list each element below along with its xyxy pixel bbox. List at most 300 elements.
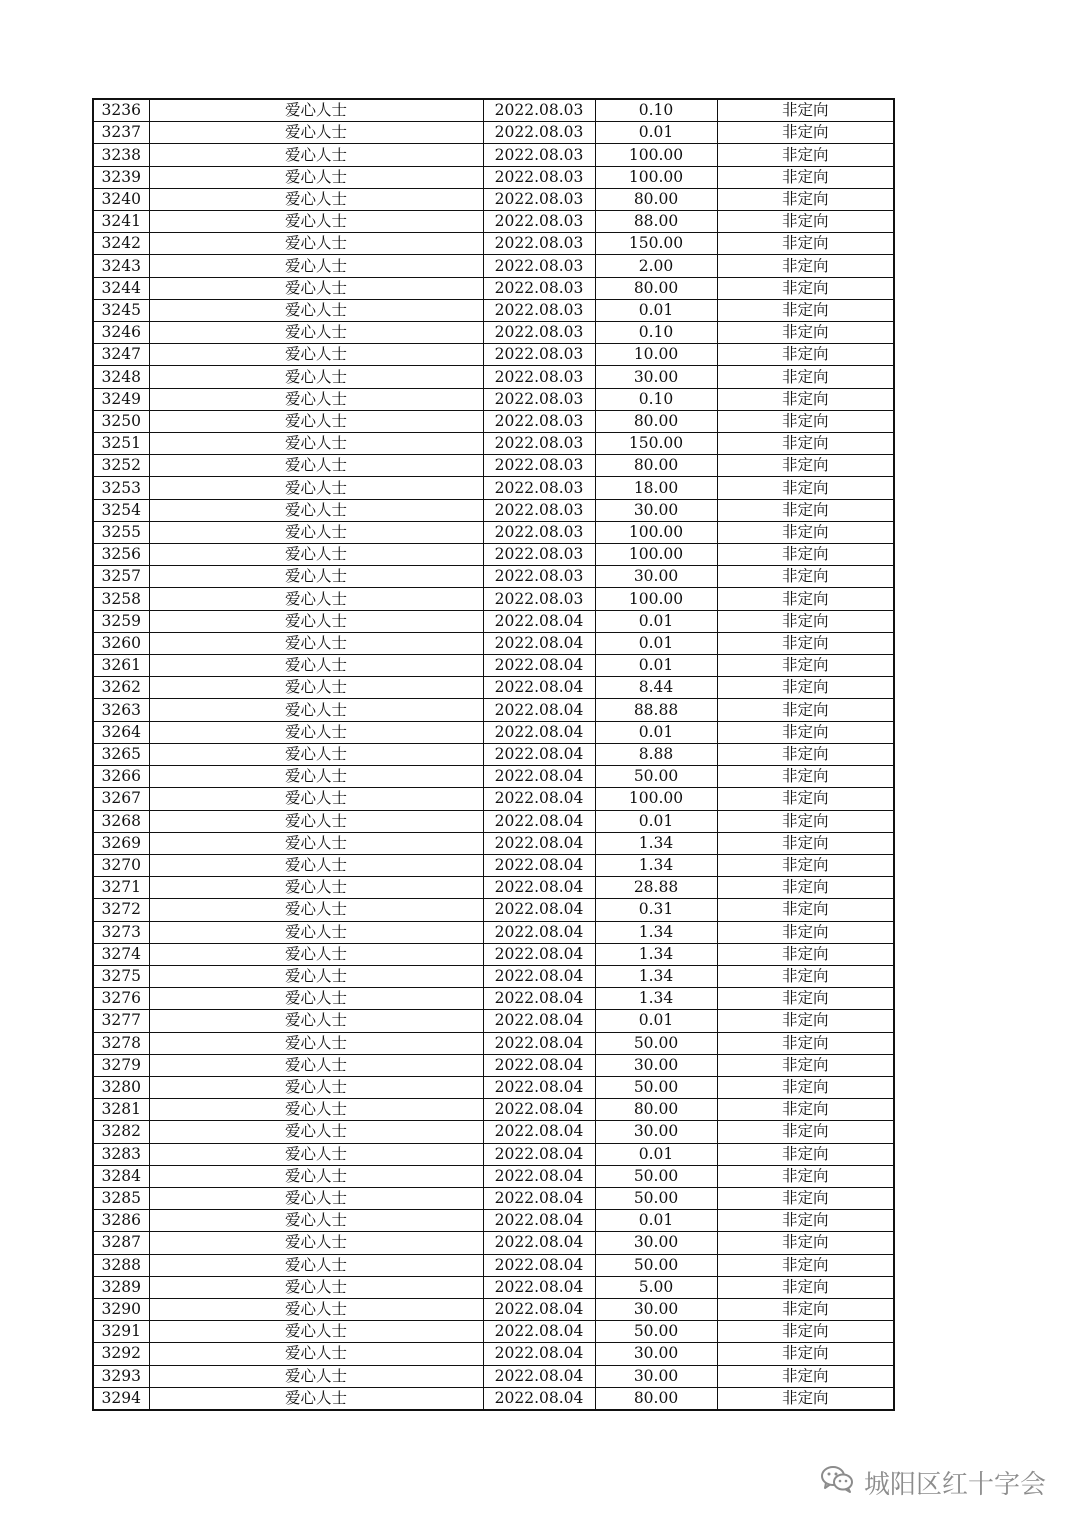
cell-type: 非定向 bbox=[717, 766, 894, 788]
cell-date: 2022.08.03 bbox=[483, 188, 595, 210]
cell-date: 2022.08.04 bbox=[483, 854, 595, 876]
cell-donor: 爱心人士 bbox=[149, 588, 483, 610]
table-row bbox=[93, 1254, 894, 1276]
cell-donor: 爱心人士 bbox=[149, 1165, 483, 1187]
cell-donor: 爱心人士 bbox=[149, 499, 483, 521]
cell-donor: 爱心人士 bbox=[149, 99, 483, 122]
cell-date: 2022.08.04 bbox=[483, 1232, 595, 1254]
cell-no: 3293 bbox=[93, 1365, 149, 1387]
cell-type: 非定向 bbox=[717, 943, 894, 965]
cell-type: 非定向 bbox=[717, 1276, 894, 1298]
cell-no: 3240 bbox=[93, 188, 149, 210]
cell-amount: 0.01 bbox=[595, 1010, 717, 1032]
cell-amount: 8.88 bbox=[595, 743, 717, 765]
cell-date: 2022.08.03 bbox=[483, 455, 595, 477]
cell-date: 2022.08.03 bbox=[483, 433, 595, 455]
cell-no: 3248 bbox=[93, 366, 149, 388]
table-row bbox=[93, 521, 894, 543]
table-row bbox=[93, 499, 894, 521]
table-row bbox=[93, 433, 894, 455]
cell-no: 3259 bbox=[93, 610, 149, 632]
cell-donor: 爱心人士 bbox=[149, 566, 483, 588]
cell-type: 非定向 bbox=[717, 299, 894, 321]
cell-amount: 0.10 bbox=[595, 388, 717, 410]
cell-type: 非定向 bbox=[717, 899, 894, 921]
cell-donor: 爱心人士 bbox=[149, 943, 483, 965]
cell-type: 非定向 bbox=[717, 1343, 894, 1365]
cell-amount: 30.00 bbox=[595, 1298, 717, 1320]
cell-type: 非定向 bbox=[717, 1165, 894, 1187]
cell-donor: 爱心人士 bbox=[149, 610, 483, 632]
cell-amount: 0.31 bbox=[595, 899, 717, 921]
cell-donor: 爱心人士 bbox=[149, 699, 483, 721]
cell-date: 2022.08.04 bbox=[483, 1010, 595, 1032]
cell-type: 非定向 bbox=[717, 1010, 894, 1032]
cell-amount: 0.01 bbox=[595, 1210, 717, 1232]
cell-no: 3279 bbox=[93, 1054, 149, 1076]
cell-no: 3263 bbox=[93, 699, 149, 721]
table-row bbox=[93, 1387, 894, 1410]
cell-no: 3286 bbox=[93, 1210, 149, 1232]
table-row bbox=[93, 655, 894, 677]
cell-donor: 爱心人士 bbox=[149, 1365, 483, 1387]
cell-amount: 0.01 bbox=[595, 1143, 717, 1165]
cell-no: 3268 bbox=[93, 810, 149, 832]
cell-type: 非定向 bbox=[717, 1099, 894, 1121]
cell-donor: 爱心人士 bbox=[149, 322, 483, 344]
table-row bbox=[93, 743, 894, 765]
cell-amount: 1.34 bbox=[595, 943, 717, 965]
table-row bbox=[93, 144, 894, 166]
table-row bbox=[93, 899, 894, 921]
table-row bbox=[93, 965, 894, 987]
table-row bbox=[93, 810, 894, 832]
cell-date: 2022.08.03 bbox=[483, 233, 595, 255]
cell-donor: 爱心人士 bbox=[149, 632, 483, 654]
cell-date: 2022.08.04 bbox=[483, 766, 595, 788]
cell-donor: 爱心人士 bbox=[149, 144, 483, 166]
cell-date: 2022.08.03 bbox=[483, 255, 595, 277]
table-row bbox=[93, 921, 894, 943]
cell-no: 3254 bbox=[93, 499, 149, 521]
cell-date: 2022.08.03 bbox=[483, 388, 595, 410]
cell-no: 3244 bbox=[93, 277, 149, 299]
table-row bbox=[93, 677, 894, 699]
cell-amount: 0.10 bbox=[595, 99, 717, 122]
cell-date: 2022.08.04 bbox=[483, 1276, 595, 1298]
cell-date: 2022.08.04 bbox=[483, 743, 595, 765]
cell-type: 非定向 bbox=[717, 1365, 894, 1387]
cell-type: 非定向 bbox=[717, 610, 894, 632]
table-row bbox=[93, 455, 894, 477]
cell-no: 3247 bbox=[93, 344, 149, 366]
table-row bbox=[93, 699, 894, 721]
cell-no: 3236 bbox=[93, 99, 149, 122]
cell-amount: 80.00 bbox=[595, 188, 717, 210]
table-row bbox=[93, 1298, 894, 1320]
cell-date: 2022.08.03 bbox=[483, 166, 595, 188]
cell-no: 3245 bbox=[93, 299, 149, 321]
cell-type: 非定向 bbox=[717, 1387, 894, 1410]
cell-amount: 80.00 bbox=[595, 455, 717, 477]
cell-amount: 1.34 bbox=[595, 965, 717, 987]
table-row bbox=[93, 1076, 894, 1098]
table-row bbox=[93, 588, 894, 610]
cell-date: 2022.08.03 bbox=[483, 322, 595, 344]
cell-donor: 爱心人士 bbox=[149, 211, 483, 233]
cell-amount: 100.00 bbox=[595, 166, 717, 188]
cell-no: 3285 bbox=[93, 1187, 149, 1209]
cell-donor: 爱心人士 bbox=[149, 255, 483, 277]
cell-type: 非定向 bbox=[717, 544, 894, 566]
cell-amount: 50.00 bbox=[595, 1032, 717, 1054]
cell-amount: 0.01 bbox=[595, 655, 717, 677]
cell-type: 非定向 bbox=[717, 255, 894, 277]
cell-amount: 0.01 bbox=[595, 122, 717, 144]
table-row bbox=[93, 299, 894, 321]
cell-donor: 爱心人士 bbox=[149, 655, 483, 677]
cell-date: 2022.08.03 bbox=[483, 211, 595, 233]
cell-type: 非定向 bbox=[717, 477, 894, 499]
cell-amount: 80.00 bbox=[595, 1387, 717, 1410]
table-row bbox=[93, 877, 894, 899]
cell-no: 3255 bbox=[93, 521, 149, 543]
cell-type: 非定向 bbox=[717, 588, 894, 610]
table-row bbox=[93, 255, 894, 277]
table-row bbox=[93, 1321, 894, 1343]
cell-type: 非定向 bbox=[717, 344, 894, 366]
cell-date: 2022.08.04 bbox=[483, 1099, 595, 1121]
table-row bbox=[93, 188, 894, 210]
cell-no: 3270 bbox=[93, 854, 149, 876]
cell-no: 3258 bbox=[93, 588, 149, 610]
cell-donor: 爱心人士 bbox=[149, 766, 483, 788]
cell-amount: 100.00 bbox=[595, 588, 717, 610]
cell-type: 非定向 bbox=[717, 144, 894, 166]
cell-donor: 爱心人士 bbox=[149, 188, 483, 210]
cell-date: 2022.08.03 bbox=[483, 410, 595, 432]
cell-no: 3267 bbox=[93, 788, 149, 810]
cell-no: 3277 bbox=[93, 1010, 149, 1032]
cell-amount: 30.00 bbox=[595, 499, 717, 521]
cell-type: 非定向 bbox=[717, 1298, 894, 1320]
cell-no: 3242 bbox=[93, 233, 149, 255]
table-row bbox=[93, 610, 894, 632]
table-row bbox=[93, 1099, 894, 1121]
cell-amount: 30.00 bbox=[595, 1343, 717, 1365]
table-row bbox=[93, 366, 894, 388]
cell-amount: 88.88 bbox=[595, 699, 717, 721]
table-row bbox=[93, 1010, 894, 1032]
cell-donor: 爱心人士 bbox=[149, 544, 483, 566]
cell-amount: 30.00 bbox=[595, 1365, 717, 1387]
cell-type: 非定向 bbox=[717, 99, 894, 122]
cell-donor: 爱心人士 bbox=[149, 1010, 483, 1032]
cell-type: 非定向 bbox=[717, 433, 894, 455]
cell-amount: 2.00 bbox=[595, 255, 717, 277]
cell-date: 2022.08.04 bbox=[483, 632, 595, 654]
cell-date: 2022.08.03 bbox=[483, 99, 595, 122]
cell-donor: 爱心人士 bbox=[149, 1232, 483, 1254]
cell-date: 2022.08.03 bbox=[483, 144, 595, 166]
cell-donor: 爱心人士 bbox=[149, 1054, 483, 1076]
cell-type: 非定向 bbox=[717, 721, 894, 743]
cell-amount: 28.88 bbox=[595, 877, 717, 899]
cell-date: 2022.08.04 bbox=[483, 1143, 595, 1165]
cell-no: 3239 bbox=[93, 166, 149, 188]
cell-no: 3272 bbox=[93, 899, 149, 921]
cell-no: 3278 bbox=[93, 1032, 149, 1054]
cell-amount: 50.00 bbox=[595, 766, 717, 788]
cell-date: 2022.08.03 bbox=[483, 499, 595, 521]
watermark bbox=[820, 1462, 1046, 1502]
cell-date: 2022.08.04 bbox=[483, 721, 595, 743]
cell-date: 2022.08.03 bbox=[483, 544, 595, 566]
cell-no: 3265 bbox=[93, 743, 149, 765]
cell-amount: 100.00 bbox=[595, 521, 717, 543]
table-row bbox=[93, 988, 894, 1010]
cell-date: 2022.08.03 bbox=[483, 299, 595, 321]
table-row bbox=[93, 566, 894, 588]
cell-donor: 爱心人士 bbox=[149, 477, 483, 499]
cell-no: 3238 bbox=[93, 144, 149, 166]
watermark-text: 城阳区红十字会 bbox=[863, 1469, 1046, 1500]
cell-no: 3275 bbox=[93, 965, 149, 987]
donation-table bbox=[92, 98, 895, 1411]
cell-amount: 50.00 bbox=[595, 1321, 717, 1343]
cell-donor: 爱心人士 bbox=[149, 388, 483, 410]
cell-donor: 爱心人士 bbox=[149, 1121, 483, 1143]
cell-amount: 88.00 bbox=[595, 211, 717, 233]
cell-amount: 1.34 bbox=[595, 921, 717, 943]
cell-type: 非定向 bbox=[717, 277, 894, 299]
cell-no: 3276 bbox=[93, 988, 149, 1010]
cell-type: 非定向 bbox=[717, 233, 894, 255]
table-row bbox=[93, 1232, 894, 1254]
table-row bbox=[93, 544, 894, 566]
cell-type: 非定向 bbox=[717, 122, 894, 144]
cell-type: 非定向 bbox=[717, 788, 894, 810]
cell-amount: 1.34 bbox=[595, 832, 717, 854]
cell-no: 3260 bbox=[93, 632, 149, 654]
table-row bbox=[93, 99, 894, 122]
cell-donor: 爱心人士 bbox=[149, 721, 483, 743]
cell-date: 2022.08.04 bbox=[483, 877, 595, 899]
cell-donor: 爱心人士 bbox=[149, 1187, 483, 1209]
cell-amount: 80.00 bbox=[595, 410, 717, 432]
cell-amount: 1.34 bbox=[595, 988, 717, 1010]
cell-amount: 8.44 bbox=[595, 677, 717, 699]
table-row bbox=[93, 410, 894, 432]
table-row bbox=[93, 322, 894, 344]
cell-type: 非定向 bbox=[717, 1254, 894, 1276]
cell-donor: 爱心人士 bbox=[149, 743, 483, 765]
cell-donor: 爱心人士 bbox=[149, 122, 483, 144]
cell-date: 2022.08.04 bbox=[483, 988, 595, 1010]
cell-no: 3246 bbox=[93, 322, 149, 344]
cell-type: 非定向 bbox=[717, 499, 894, 521]
table-row bbox=[93, 388, 894, 410]
cell-donor: 爱心人士 bbox=[149, 277, 483, 299]
cell-date: 2022.08.04 bbox=[483, 832, 595, 854]
cell-amount: 18.00 bbox=[595, 477, 717, 499]
cell-no: 3273 bbox=[93, 921, 149, 943]
cell-date: 2022.08.03 bbox=[483, 566, 595, 588]
cell-no: 3287 bbox=[93, 1232, 149, 1254]
cell-donor: 爱心人士 bbox=[149, 166, 483, 188]
cell-no: 3262 bbox=[93, 677, 149, 699]
cell-donor: 爱心人士 bbox=[149, 433, 483, 455]
cell-donor: 爱心人士 bbox=[149, 521, 483, 543]
table-row bbox=[93, 632, 894, 654]
cell-date: 2022.08.04 bbox=[483, 699, 595, 721]
cell-amount: 150.00 bbox=[595, 233, 717, 255]
table-row bbox=[93, 788, 894, 810]
cell-date: 2022.08.04 bbox=[483, 1076, 595, 1098]
cell-date: 2022.08.04 bbox=[483, 610, 595, 632]
table-row bbox=[93, 233, 894, 255]
cell-type: 非定向 bbox=[717, 988, 894, 1010]
cell-amount: 0.01 bbox=[595, 610, 717, 632]
cell-type: 非定向 bbox=[717, 677, 894, 699]
cell-type: 非定向 bbox=[717, 1032, 894, 1054]
cell-no: 3266 bbox=[93, 766, 149, 788]
cell-type: 非定向 bbox=[717, 1321, 894, 1343]
cell-no: 3283 bbox=[93, 1143, 149, 1165]
cell-date: 2022.08.04 bbox=[483, 899, 595, 921]
cell-amount: 0.01 bbox=[595, 721, 717, 743]
table-row bbox=[93, 1276, 894, 1298]
cell-date: 2022.08.04 bbox=[483, 1032, 595, 1054]
cell-donor: 爱心人士 bbox=[149, 877, 483, 899]
cell-donor: 爱心人士 bbox=[149, 366, 483, 388]
cell-donor: 爱心人士 bbox=[149, 788, 483, 810]
cell-type: 非定向 bbox=[717, 1121, 894, 1143]
table-row bbox=[93, 277, 894, 299]
cell-donor: 爱心人士 bbox=[149, 1143, 483, 1165]
cell-amount: 10.00 bbox=[595, 344, 717, 366]
cell-amount: 100.00 bbox=[595, 544, 717, 566]
cell-date: 2022.08.04 bbox=[483, 921, 595, 943]
cell-type: 非定向 bbox=[717, 965, 894, 987]
cell-amount: 150.00 bbox=[595, 433, 717, 455]
table-row bbox=[93, 1054, 894, 1076]
cell-donor: 爱心人士 bbox=[149, 1099, 483, 1121]
cell-no: 3252 bbox=[93, 455, 149, 477]
cell-donor: 爱心人士 bbox=[149, 410, 483, 432]
cell-no: 3256 bbox=[93, 544, 149, 566]
cell-donor: 爱心人士 bbox=[149, 455, 483, 477]
cell-date: 2022.08.04 bbox=[483, 1210, 595, 1232]
table-row bbox=[93, 721, 894, 743]
cell-amount: 0.01 bbox=[595, 810, 717, 832]
cell-no: 3281 bbox=[93, 1099, 149, 1121]
cell-no: 3241 bbox=[93, 211, 149, 233]
cell-type: 非定向 bbox=[717, 877, 894, 899]
cell-amount: 5.00 bbox=[595, 1276, 717, 1298]
cell-donor: 爱心人士 bbox=[149, 1210, 483, 1232]
cell-no: 3271 bbox=[93, 877, 149, 899]
cell-date: 2022.08.04 bbox=[483, 655, 595, 677]
cell-date: 2022.08.03 bbox=[483, 366, 595, 388]
cell-amount: 30.00 bbox=[595, 1121, 717, 1143]
cell-no: 3282 bbox=[93, 1121, 149, 1143]
cell-no: 3280 bbox=[93, 1076, 149, 1098]
table-row bbox=[93, 1032, 894, 1054]
cell-no: 3257 bbox=[93, 566, 149, 588]
cell-type: 非定向 bbox=[717, 632, 894, 654]
cell-donor: 爱心人士 bbox=[149, 1254, 483, 1276]
cell-amount: 30.00 bbox=[595, 366, 717, 388]
cell-amount: 100.00 bbox=[595, 788, 717, 810]
cell-donor: 爱心人士 bbox=[149, 1387, 483, 1410]
cell-donor: 爱心人士 bbox=[149, 1343, 483, 1365]
cell-type: 非定向 bbox=[717, 1143, 894, 1165]
cell-amount: 80.00 bbox=[595, 277, 717, 299]
cell-date: 2022.08.04 bbox=[483, 788, 595, 810]
table-row bbox=[93, 166, 894, 188]
cell-date: 2022.08.04 bbox=[483, 1121, 595, 1143]
cell-type: 非定向 bbox=[717, 832, 894, 854]
cell-type: 非定向 bbox=[717, 166, 894, 188]
cell-type: 非定向 bbox=[717, 743, 894, 765]
cell-amount: 30.00 bbox=[595, 1232, 717, 1254]
cell-type: 非定向 bbox=[717, 366, 894, 388]
cell-donor: 爱心人士 bbox=[149, 899, 483, 921]
cell-no: 3294 bbox=[93, 1387, 149, 1410]
cell-date: 2022.08.04 bbox=[483, 943, 595, 965]
cell-date: 2022.08.04 bbox=[483, 965, 595, 987]
cell-type: 非定向 bbox=[717, 566, 894, 588]
cell-type: 非定向 bbox=[717, 854, 894, 876]
cell-type: 非定向 bbox=[717, 699, 894, 721]
cell-date: 2022.08.04 bbox=[483, 677, 595, 699]
cell-amount: 50.00 bbox=[595, 1165, 717, 1187]
cell-donor: 爱心人士 bbox=[149, 810, 483, 832]
table-row bbox=[93, 1121, 894, 1143]
cell-amount: 1.34 bbox=[595, 854, 717, 876]
cell-type: 非定向 bbox=[717, 655, 894, 677]
cell-donor: 爱心人士 bbox=[149, 344, 483, 366]
cell-donor: 爱心人士 bbox=[149, 854, 483, 876]
cell-amount: 50.00 bbox=[595, 1076, 717, 1098]
table-row bbox=[93, 943, 894, 965]
cell-amount: 30.00 bbox=[595, 566, 717, 588]
cell-no: 3250 bbox=[93, 410, 149, 432]
table-row bbox=[93, 1165, 894, 1187]
table-row bbox=[93, 1365, 894, 1387]
cell-no: 3284 bbox=[93, 1165, 149, 1187]
table-row bbox=[93, 122, 894, 144]
cell-donor: 爱心人士 bbox=[149, 299, 483, 321]
cell-date: 2022.08.03 bbox=[483, 588, 595, 610]
cell-donor: 爱心人士 bbox=[149, 832, 483, 854]
cell-no: 3292 bbox=[93, 1343, 149, 1365]
cell-type: 非定向 bbox=[717, 1232, 894, 1254]
cell-date: 2022.08.04 bbox=[483, 1054, 595, 1076]
cell-no: 3288 bbox=[93, 1254, 149, 1276]
cell-donor: 爱心人士 bbox=[149, 988, 483, 1010]
cell-type: 非定向 bbox=[717, 921, 894, 943]
cell-amount: 100.00 bbox=[595, 144, 717, 166]
cell-no: 3269 bbox=[93, 832, 149, 854]
table-row bbox=[93, 854, 894, 876]
cell-no: 3291 bbox=[93, 1321, 149, 1343]
cell-no: 3289 bbox=[93, 1276, 149, 1298]
table-row bbox=[93, 1343, 894, 1365]
table-row bbox=[93, 211, 894, 233]
cell-type: 非定向 bbox=[717, 1210, 894, 1232]
